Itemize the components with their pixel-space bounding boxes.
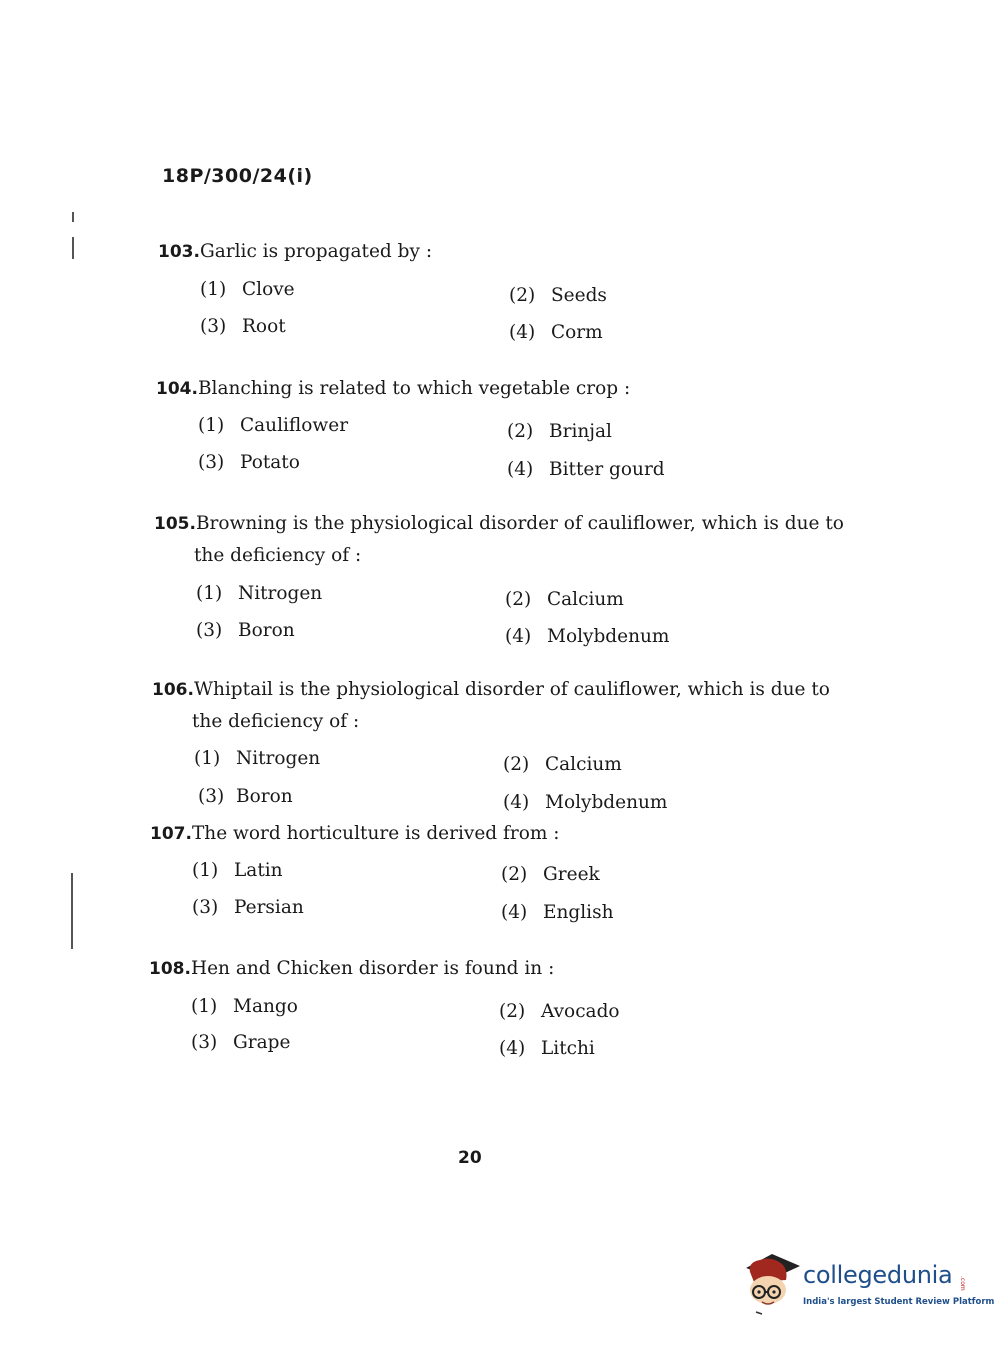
option-text: Root [242, 316, 286, 337]
option-number: (4) [499, 1038, 526, 1059]
option-number: (2) [505, 589, 532, 610]
option-1 [192, 859, 283, 883]
margin-mark [72, 212, 74, 222]
question-stem: The word horticulture is derived from : [191, 823, 560, 844]
question-107 [150, 818, 560, 850]
option-text: Nitrogen [238, 583, 323, 604]
option-2 [503, 753, 622, 777]
question-number: 105. [154, 514, 196, 534]
option-text: Seeds [551, 285, 607, 306]
option-3 [198, 785, 293, 809]
option-number: (4) [503, 792, 530, 813]
brand-name: collegedunia [803, 1261, 953, 1289]
question-number: 106. [152, 680, 194, 700]
option-text: Molybdenum [545, 792, 668, 813]
option-number: (4) [509, 322, 536, 343]
option-1 [200, 278, 295, 302]
brand-tagline: India's largest Student Review Platform [803, 1297, 995, 1307]
option-number: (1) [192, 860, 219, 881]
option-2 [507, 420, 612, 444]
option-3 [198, 451, 300, 475]
option-1 [191, 995, 298, 1019]
option-number: (1) [196, 583, 223, 604]
option-3 [192, 896, 304, 920]
option-4 [507, 458, 665, 482]
option-4 [499, 1037, 595, 1061]
margin-mark [72, 237, 74, 259]
option-text: Cauliflower [240, 415, 349, 436]
question-108 [149, 953, 554, 985]
page-number: 20 [458, 1148, 482, 1168]
option-text: Latin [234, 860, 283, 881]
option-text: Calcium [545, 754, 622, 775]
option-number: (1) [198, 415, 225, 436]
option-text: English [543, 902, 614, 923]
option-text: Litchi [541, 1038, 595, 1059]
option-number: (3) [198, 786, 225, 807]
option-number: (1) [200, 279, 227, 300]
option-text: Bitter gourd [549, 459, 665, 480]
question-stem: Hen and Chicken disorder is found in : [190, 958, 555, 979]
option-text: Nitrogen [236, 748, 321, 769]
option-2 [505, 588, 624, 612]
option-2 [499, 1000, 620, 1024]
option-number: (2) [501, 864, 528, 885]
option-number: (2) [507, 421, 534, 442]
option-number: (4) [507, 459, 534, 480]
option-2 [509, 284, 607, 308]
option-number: (2) [499, 1001, 526, 1022]
question-stem: Browning is the physiological disorder of cauliflower, which is due to [195, 513, 844, 534]
option-text: Boron [238, 620, 295, 641]
question-number: 104. [156, 379, 198, 399]
option-text: Molybdenum [547, 626, 670, 647]
question-105 [154, 508, 844, 572]
option-number: (2) [503, 754, 530, 775]
question-stem: Whiptail is the physiological disorder of cauliflower, which is due to [193, 679, 830, 700]
question-number: 108. [149, 959, 191, 979]
option-text: Mango [233, 996, 298, 1017]
question-103 [158, 236, 432, 268]
option-4 [503, 791, 667, 815]
margin-mark [71, 873, 73, 949]
option-text: Brinjal [549, 421, 612, 442]
question-number: 107. [150, 824, 192, 844]
paper-code: 18P/300/24(i) [162, 165, 313, 187]
option-number: (1) [191, 996, 218, 1017]
collegedunia-watermark [742, 1250, 995, 1320]
question-106 [152, 674, 830, 738]
question-number: 103. [158, 242, 200, 262]
option-number: (3) [192, 897, 219, 918]
option-1 [196, 582, 322, 606]
option-text: Clove [242, 279, 295, 300]
option-number: (1) [194, 748, 221, 769]
option-text: Greek [543, 864, 600, 885]
option-text: Grape [233, 1032, 291, 1053]
option-4 [509, 321, 603, 345]
option-text: Potato [240, 452, 300, 473]
mascot-logo-icon [742, 1250, 802, 1316]
question-104 [156, 373, 630, 405]
option-number: (4) [505, 626, 532, 647]
question-stem-continued: the deficiency of : [194, 545, 362, 566]
option-text: Calcium [547, 589, 624, 610]
option-text: Boron [236, 786, 293, 807]
option-number: (3) [196, 620, 223, 641]
option-text: Avocado [541, 1001, 620, 1022]
question-stem: Garlic is propagated by : [199, 241, 433, 262]
option-number: (4) [501, 902, 528, 923]
option-4 [505, 625, 669, 649]
option-number: (3) [200, 316, 227, 337]
question-stem: Blanching is related to which vegetable crop : [197, 378, 631, 399]
option-text: Persian [234, 897, 304, 918]
option-3 [196, 619, 295, 643]
option-2 [501, 863, 600, 887]
option-text: Corm [551, 322, 603, 343]
option-number: (3) [191, 1032, 218, 1053]
option-3 [200, 315, 286, 339]
option-1 [194, 747, 320, 771]
option-1 [198, 414, 348, 438]
option-3 [191, 1031, 290, 1055]
brand-suffix: .com [959, 1276, 966, 1291]
option-number: (3) [198, 452, 225, 473]
option-number: (2) [509, 285, 536, 306]
option-4 [501, 901, 614, 925]
question-stem-continued: the deficiency of : [192, 711, 360, 732]
